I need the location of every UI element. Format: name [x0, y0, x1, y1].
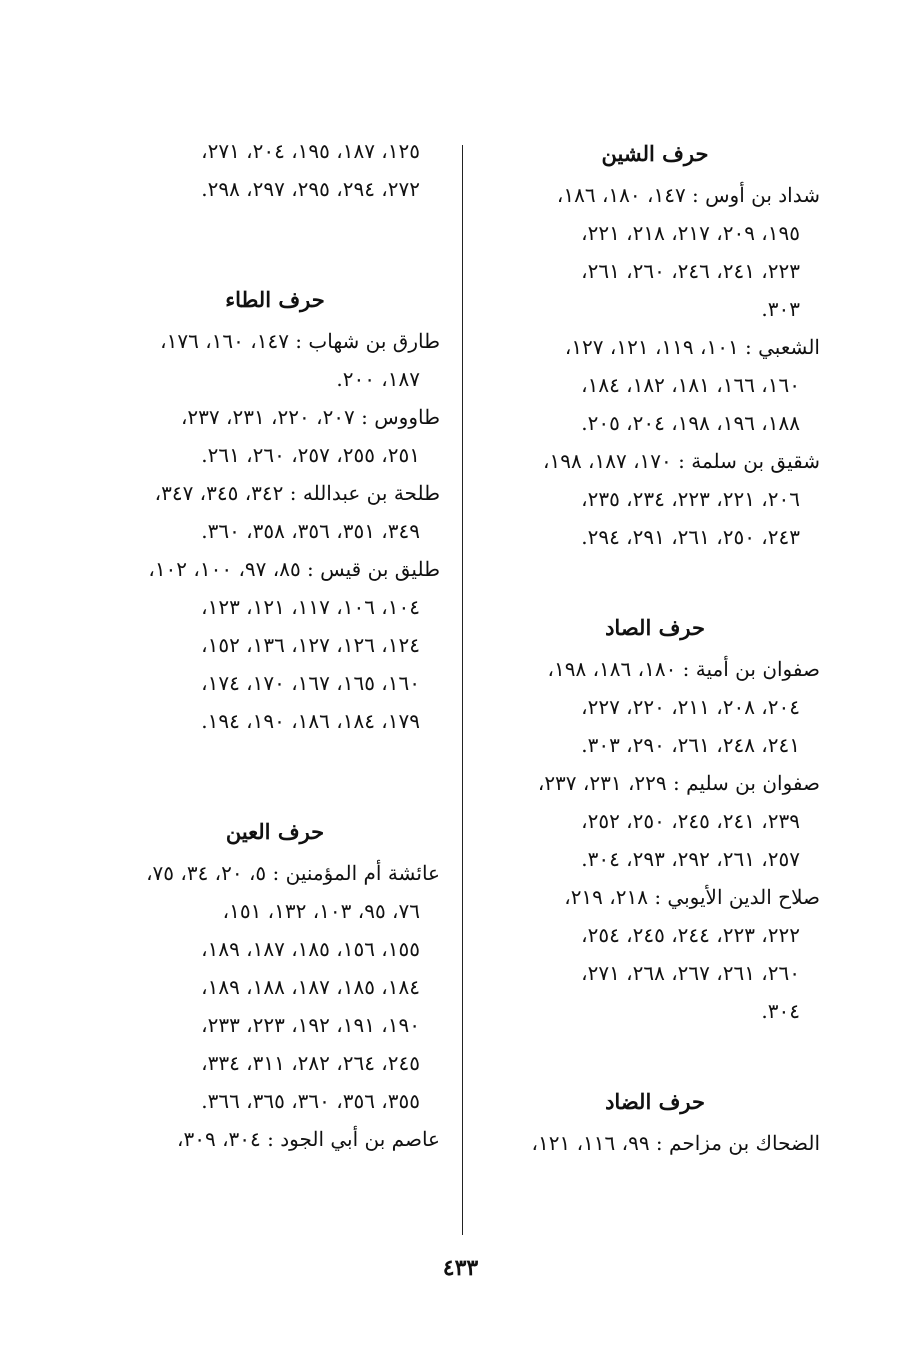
entry-line: ٢٠٦، ٢٢١، ٢٢٣، ٢٣٤، ٢٣٥، [581, 487, 800, 511]
entry-al-shaabi [490, 328, 820, 442]
column-divider [462, 145, 463, 1235]
entry-line: ٢٦٠، ٢٦١، ٢٦٧، ٢٦٨، ٢٧١، [581, 961, 800, 985]
entry-line: ٢٣٩، ٢٤١، ٢٤٥، ٢٥٠، ٢٥٢، [581, 809, 800, 833]
entry-asim-bin-abi-al-jud [110, 1120, 440, 1158]
section-heading-sad: حرف الصاد [605, 615, 705, 640]
entry-line: ٢٧٢، ٢٩٤، ٢٩٥، ٢٩٧، ٢٩٨. [201, 177, 420, 201]
entry-line: ٣٠٣. [761, 297, 800, 321]
page-number: ٤٣٣ [442, 1255, 479, 1281]
entry-line: طارق بن شهاب : ١٤٧، ١٦٠، ١٧٦، [160, 329, 440, 353]
entry-talha-bin-abdullah [110, 474, 440, 550]
entry-line: ١٨٧، ٢٠٠. [336, 367, 420, 391]
section-heading-ta: حرف الطاء [225, 287, 325, 312]
entry-line: ١٥٥، ١٥٦، ١٨٥، ١٨٧، ١٨٩، [201, 937, 420, 961]
entry-shaqiq-bin-salama [490, 442, 820, 556]
entry-line: ١٧٩، ١٨٤، ١٨٦، ١٩٠، ١٩٤. [201, 709, 420, 733]
right-column [490, 132, 820, 1162]
entry-line: ٧٦، ٩٥، ١٠٣، ١٣٢، ١٥١، [222, 899, 420, 923]
entry-line: ٢٢٣، ٢٤١، ٢٤٦، ٢٦٠، ٢٦١، [581, 259, 800, 283]
entry-line: ٢٥٧، ٢٦١، ٢٩٢، ٢٩٣، ٣٠٤. [581, 847, 800, 871]
entry-aisha [110, 854, 440, 1120]
entry-line: ٢٤٥، ٢٦٤، ٢٨٢، ٣١١، ٣٣٤، [201, 1051, 420, 1075]
entry-salah-al-din [490, 878, 820, 1030]
entry-line: ١٩٠، ١٩١، ١٩٢، ٢٢٣، ٢٣٣، [201, 1013, 420, 1037]
entry-line: الشعبي : ١٠١، ١١٩، ١٢١، ١٢٧، [564, 335, 820, 359]
entry-line: صلاح الدين الأيوبي : ٢١٨، ٢١٩، [564, 885, 820, 909]
entry-line: طليق بن قيس : ٨٥، ٩٧، ١٠٠، ١٠٢، [148, 557, 440, 581]
entry-line: عائشة أم المؤمنين : ٥، ٢٠، ٣٤، ٧٥، [146, 861, 440, 885]
entry-line: ١٠٤، ١٠٦، ١١٧، ١٢١، ١٢٣، [201, 595, 420, 619]
entry-line: ١٩٥، ٢٠٩، ٢١٧، ٢١٨، ٢٢١، [581, 221, 800, 245]
entry-line: ١٢٤، ١٢٦، ١٢٧، ١٣٦، ١٥٢، [201, 633, 420, 657]
entry-talq-bin-qays [110, 550, 440, 740]
entry-shaddad-bin-aws [490, 176, 820, 328]
section-heading-shin: حرف الشين [601, 141, 709, 166]
entry-tawus [110, 398, 440, 474]
entry-line: صفوان بن سليم : ٢٢٩، ٢٣١، ٢٣٧، [537, 771, 820, 795]
continued-entry [110, 132, 440, 208]
entry-line: ٣٥٥، ٣٥٦، ٣٦٠، ٣٦٥، ٣٦٦. [201, 1089, 420, 1113]
entry-safwan-bin-umayya [490, 650, 820, 764]
entry-line: ٢٥١، ٢٥٥، ٢٥٧، ٢٦٠، ٢٦١. [201, 443, 420, 467]
entry-line: ٢٤١، ٢٤٨، ٢٦١، ٢٩٠، ٣٠٣. [581, 733, 800, 757]
entry-line: طلحة بن عبدالله : ٣٤٢، ٣٤٥، ٣٤٧، [154, 481, 440, 505]
entry-line: ١٦٠، ١٦٦، ١٨١، ١٨٢، ١٨٤، [581, 373, 800, 397]
entry-line: عاصم بن أبي الجود : ٣٠٤، ٣٠٩، [177, 1127, 440, 1151]
entry-line: ١٨٤، ١٨٥، ١٨٧، ١٨٨، ١٨٩، [201, 975, 420, 999]
entry-line: ٢٤٣، ٢٥٠، ٢٦١، ٢٩١، ٢٩٤. [581, 525, 800, 549]
entry-al-dahhak [490, 1124, 820, 1162]
entry-safwan-bin-sulaym [490, 764, 820, 878]
entry-line: صفوان بن أمية : ١٨٠، ١٨٦، ١٩٨، [547, 657, 820, 681]
entry-line: طاووس : ٢٠٧، ٢٢٠، ٢٣١، ٢٣٧، [180, 405, 440, 429]
entry-tariq-bin-shihab [110, 322, 440, 398]
entry-line: ٣٠٤. [761, 999, 800, 1023]
entry-line: ٣٤٩، ٣٥١، ٣٥٦، ٣٥٨، ٣٦٠. [201, 519, 420, 543]
section-heading-ain: حرف العين [225, 819, 325, 844]
entry-line: شداد بن أوس : ١٤٧، ١٨٠، ١٨٦، [556, 183, 820, 207]
entry-line: ١٦٠، ١٦٥، ١٦٧، ١٧٠، ١٧٤، [201, 671, 420, 695]
left-column [110, 132, 440, 1158]
entry-line: ٢٠٤، ٢٠٨، ٢١١، ٢٢٠، ٢٢٧، [581, 695, 800, 719]
entry-line: ٢٢٢، ٢٢٣، ٢٤٤، ٢٤٥، ٢٥٤، [581, 923, 800, 947]
entry-line: ١٨٨، ١٩٦، ١٩٨، ٢٠٤، ٢٠٥. [581, 411, 800, 435]
entry-line: شقيق بن سلمة : ١٧٠، ١٨٧، ١٩٨، [542, 449, 820, 473]
entry-line: ١٢٥، ١٨٧، ١٩٥، ٢٠٤، ٢٧١، [201, 139, 420, 163]
entry-line: الضحاك بن مزاحم : ٩٩، ١١٦، ١٢١، [531, 1131, 820, 1155]
section-heading-dad: حرف الضاد [605, 1089, 705, 1114]
